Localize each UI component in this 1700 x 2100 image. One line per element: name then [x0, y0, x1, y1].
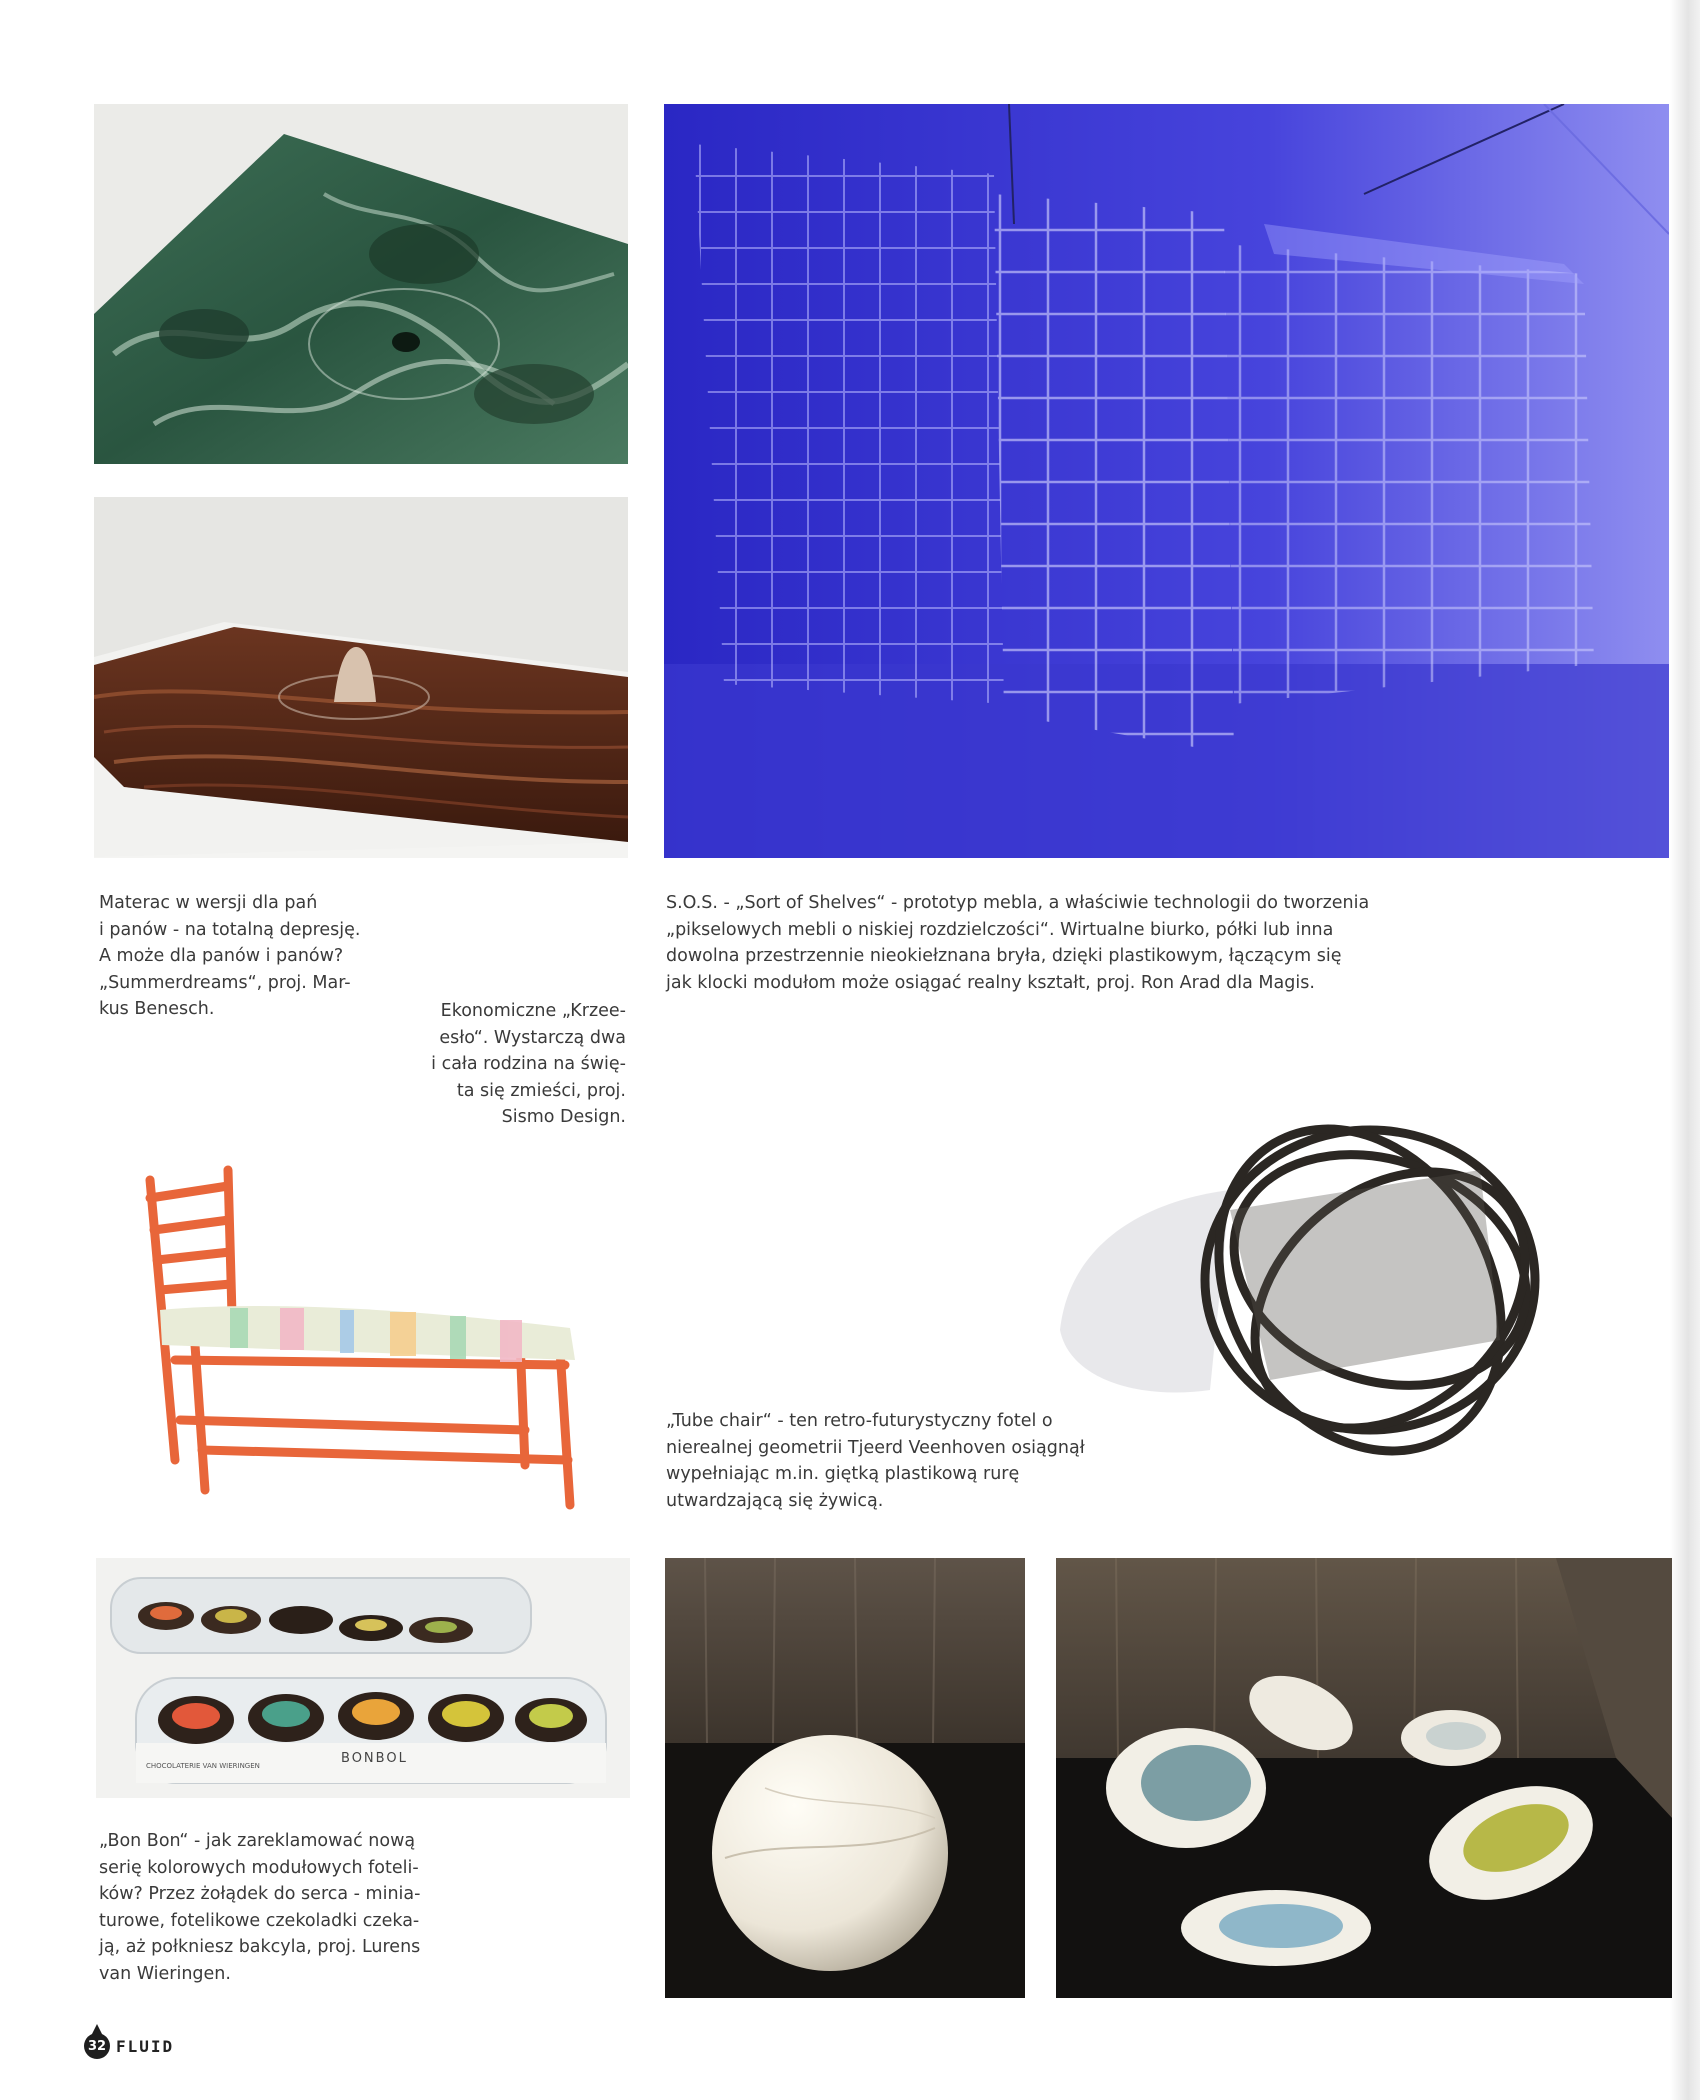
magazine-name: FLUID: [116, 2036, 175, 2056]
mattress-caption: [99, 890, 360, 1023]
caption-line: esło“. Wystarczą dwa: [439, 1027, 626, 1048]
caption-line: turowe, fotelikowe czekoladki czeka-: [99, 1910, 420, 1931]
caption-line: i cała rodzina na świę-: [431, 1054, 626, 1074]
caption-line: serię kolorowych modułowych foteli-: [99, 1857, 419, 1878]
caption-line: Ekonomiczne „Krzee-: [440, 1001, 626, 1021]
caption-line: A może dla panów i panów?: [99, 946, 344, 966]
caption-line: „pikselowych mebli o niskiej rozdzielczości“. Wirtualne biurko, półki lub inna: [666, 919, 1334, 940]
orange-bench-photo: [120, 1160, 600, 1520]
shell-seats-photo: [1056, 1558, 1672, 1998]
sos-caption: [666, 890, 1369, 996]
page-edge-shadow: [1670, 0, 1700, 2100]
marble-mattress-photo: [94, 104, 628, 464]
package-maker-label: CHOCOLATERIE VAN WIERINGEN: [146, 1762, 260, 1770]
caption-line: i panów - na totalną depresję.: [99, 919, 361, 940]
caption-line: S.O.S. - „Sort of Shelves“ - prototyp mebla, a właściwie technologii do tworzenia: [666, 893, 1370, 913]
caption-line: Materac w wersji dla pań: [99, 893, 318, 913]
bonbon-caption: [99, 1828, 420, 1987]
package-brand-label: BONBOL: [341, 1751, 408, 1766]
caption-line: „Tube chair“ - ten retro-futurystyczny fotel o: [666, 1411, 1053, 1431]
caption-line: dowolna przestrzennie nieokiełznana bryła, dzięki plastikowym, łączącym się: [666, 946, 1342, 966]
caption-line: jak klocki modułom może osiągać realny kształt, proj. Ron Arad dla Magis.: [666, 972, 1315, 993]
sphere-seat-photo: [665, 1558, 1025, 1998]
page-footer: [84, 2032, 174, 2060]
caption-line: ta się zmieści, proj.: [456, 1080, 626, 1101]
bonbon-packages-photo: [96, 1558, 630, 1798]
krzeeslo-caption: [431, 998, 626, 1131]
caption-line: nierealnej geometrii Tjeerd Veenhoven osiągnął: [666, 1437, 1085, 1458]
caption-line: ją, aż połkniesz bakcyla, proj. Lurens: [99, 1937, 421, 1957]
tube-chair-caption: [666, 1408, 1085, 1514]
caption-line: wypełniając m.in. giętką plastikową rurę: [666, 1464, 1020, 1484]
page-number-badge: 32: [84, 2033, 110, 2059]
sos-shelves-photo: [664, 104, 1669, 858]
caption-line: kus Benesch.: [99, 999, 215, 1019]
caption-line: ków? Przez żołądek do serca - minia-: [99, 1884, 421, 1904]
caption-line: Sismo Design.: [501, 1107, 626, 1127]
wood-mattress-photo: [94, 497, 628, 858]
caption-line: „Bon Bon“ - jak zareklamować nową: [99, 1831, 416, 1851]
caption-line: utwardzającą się żywicą.: [666, 1490, 884, 1511]
caption-line: van Wieringen.: [99, 1963, 231, 1984]
caption-line: „Summerdreams“, proj. Mar-: [99, 972, 351, 993]
tube-chair-photo: [1030, 1090, 1590, 1470]
